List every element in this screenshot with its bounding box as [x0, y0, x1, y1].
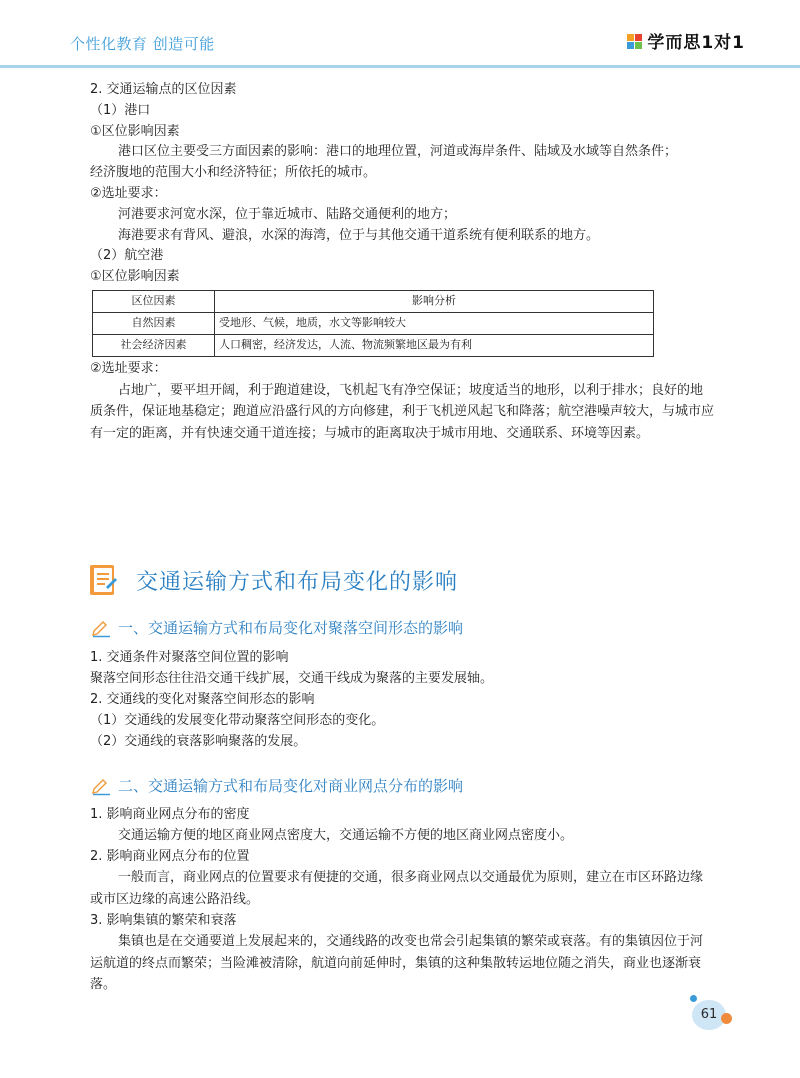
port-site-label: ②选址要求：	[90, 185, 167, 201]
table-cell: 人口稠密，经济发达，人流、物流频繁地区最为有利	[215, 334, 654, 356]
table-header-row	[93, 290, 654, 312]
header-slogan: 个性化教育 创造可能	[70, 35, 215, 53]
airport-factors-label: ①区位影响因素	[90, 269, 180, 285]
page-number: 61	[692, 1000, 726, 1030]
page-header	[0, 0, 800, 70]
port-factors-text-2: 经济腹地的范围大小和经济特征；所依托的城市。	[90, 165, 377, 181]
pencil-icon	[90, 620, 112, 638]
header-divider	[0, 65, 800, 68]
river-port-text: 河港要求河宽水深，位于靠近城市、陆路交通便利的地方；	[118, 206, 457, 222]
port-title: （1）港口	[90, 102, 151, 118]
commerce-heading-3: 3. 影响集镇的繁荣和衰落	[90, 913, 237, 928]
table-header-cell: 影响分析	[215, 290, 654, 312]
settlement-impact-section	[90, 618, 715, 752]
decor-dot	[721, 1013, 732, 1024]
airport-title: （2）航空港	[90, 248, 164, 264]
table-header-cell: 区位因素	[93, 290, 215, 312]
airport-site-text: 占地广，要平坦开阔，利于跑道建设，飞机起飞有净空保证；坡度适当的地形，以利于排水；良好的地质条件，保证地基稳定；跑道应沿盛行风的方向修建，利于飞机逆风起飞和降落；航空港噪声较大，与城市应有一定的距离，并有快速交通干道连接；与城市的距离取决于城市用地、交通联系、环境等因素。	[90, 382, 715, 441]
table-cell: 受地形、气候，地质，水文等影响较大	[215, 312, 654, 334]
brand	[627, 28, 745, 53]
section-title: 交通运输方式和布局变化的影响	[136, 569, 459, 595]
subsection-title-text: 一、交通运输方式和布局变化对聚落空间形态的影响	[118, 619, 464, 637]
subsection-title-text: 二、交通运输方式和布局变化对商业网点分布的影响	[118, 777, 464, 795]
heading-transport-points: 2. 交通运输点的区位因素	[90, 82, 237, 97]
settlement-line-4: （1）交通线的发展变化带动聚落空间形态的变化。	[90, 713, 385, 728]
settlement-line-1: 1. 交通条件对聚落空间位置的影响	[90, 650, 289, 665]
commerce-text-3: 集镇也是在交通要道上发展起来的，交通线路的改变也常会引起集镇的繁荣或衰落。有的集镇因位于河运航道的终点而繁荣；当险滩被清除，航道向前延伸时，集镇的这种集散转运地位随之消失，商业也逐渐衰落。	[90, 934, 704, 992]
sea-port-text: 海港要求有背风、避浪，水深的海湾，位于与其他交通干道系统有便利联系的地方。	[118, 227, 600, 243]
table-row	[93, 312, 654, 334]
book-icon	[88, 563, 118, 597]
settlement-line-5: （2）交通线的衰落影响聚落的发展。	[90, 734, 307, 749]
commerce-text-2: 一般而言，商业网点的位置要求有便捷的交通，很多商业网点以交通最优为原则，建立在市区环路边缘或市区边缘的高速公路沿线。	[90, 870, 704, 907]
decor-dot	[690, 995, 697, 1002]
port-factors-text-1: 港口区位主要受三方面因素的影响：港口的地理位置，河道或海岸条件、陆域及水域等自然条件；	[118, 144, 678, 160]
section-heading	[88, 563, 458, 597]
subsection-title-commerce	[90, 776, 715, 797]
pencil-icon	[90, 778, 112, 796]
commerce-text-1: 交通运输方便的地区商业网点密度大，交通运输不方便的地区商业网点密度小。	[118, 828, 574, 843]
airport-factors-table	[92, 290, 654, 357]
transport-points-section	[90, 80, 715, 444]
commerce-impact-section	[90, 776, 715, 996]
table-row	[93, 334, 654, 356]
subsection-title-settlement	[90, 618, 715, 639]
commerce-heading-1: 1. 影响商业网点分布的密度	[90, 807, 250, 822]
brand-name: 学而思1对1	[647, 33, 745, 53]
table-cell: 社会经济因素	[93, 334, 215, 356]
commerce-heading-2: 2. 影响商业网点分布的位置	[90, 849, 250, 864]
airport-site-label: ②选址要求：	[90, 360, 167, 376]
settlement-line-2: 聚落空间形态往往沿交通干线扩展，交通干线成为聚落的主要发展轴。	[90, 671, 494, 686]
brand-logo-icon	[627, 32, 643, 50]
table-cell: 自然因素	[93, 312, 215, 334]
settlement-line-3: 2. 交通线的变化对聚落空间形态的影响	[90, 692, 315, 707]
port-factors-label: ①区位影响因素	[90, 123, 180, 139]
